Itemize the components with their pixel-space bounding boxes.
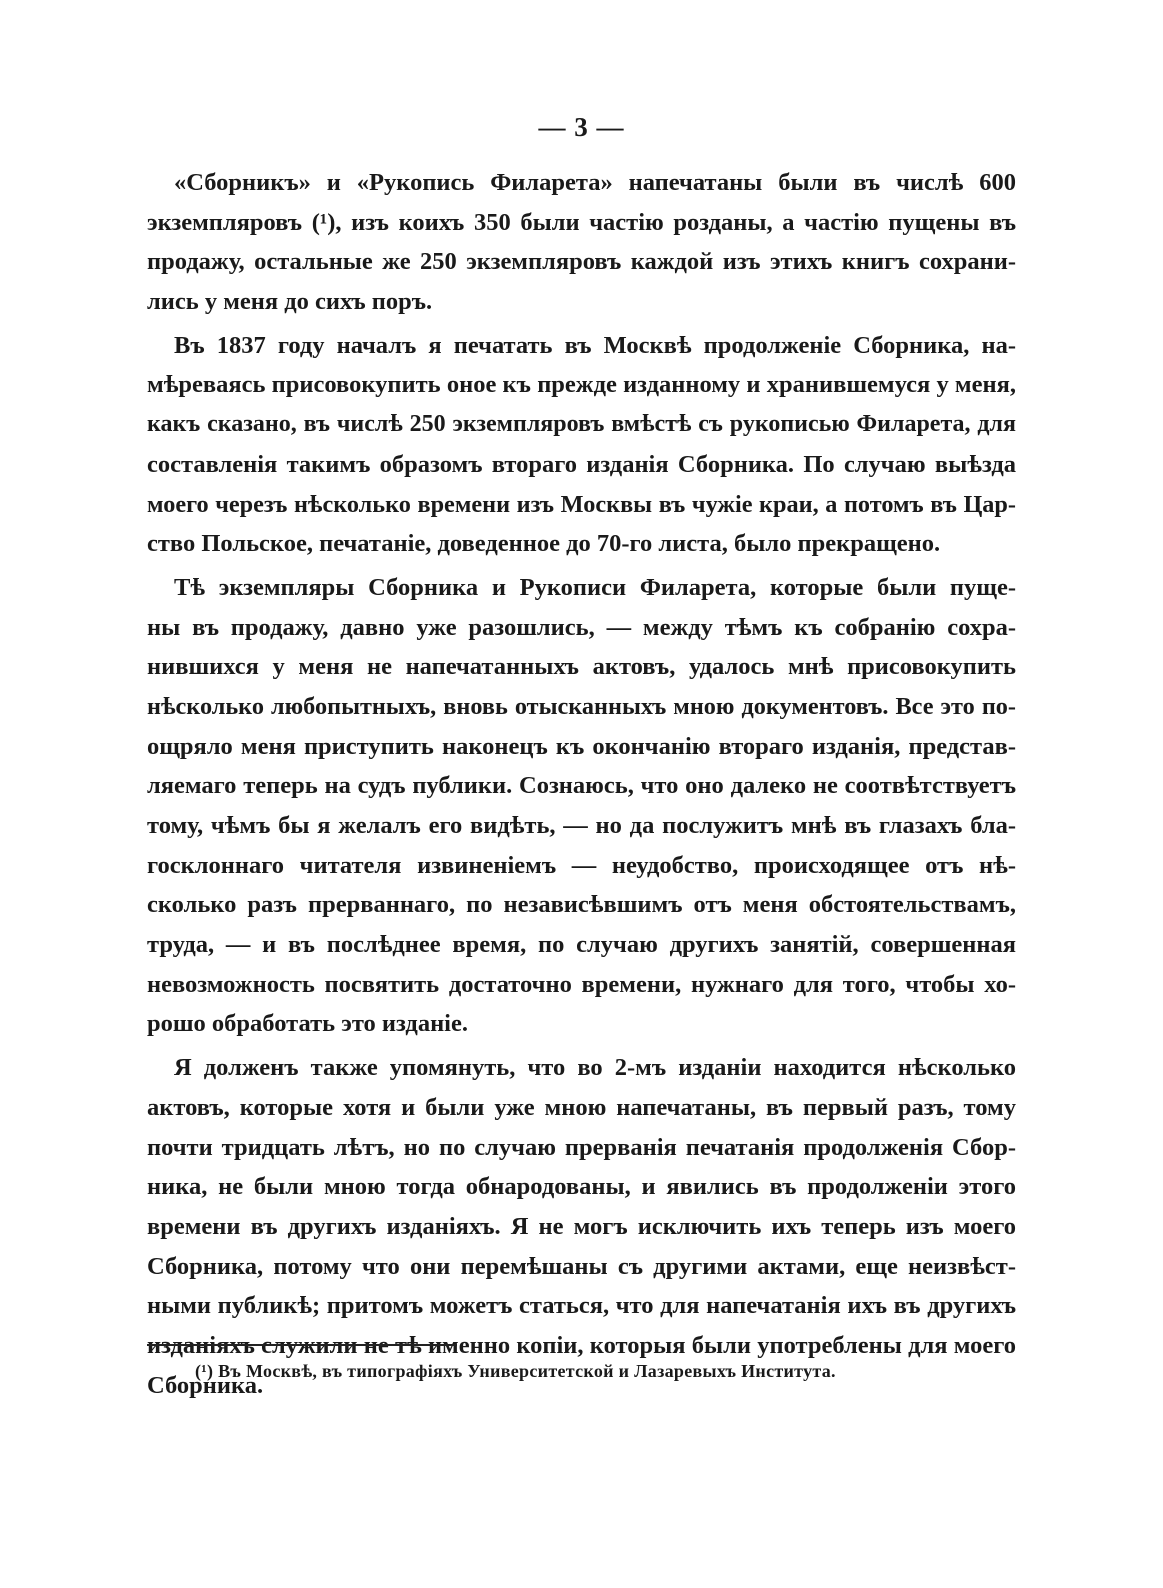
text-line: нѣсколько любопытныхъ, вновь отысканныхъ мною документовъ. Все это по- (147, 692, 1016, 720)
page-number: — 3 — (538, 112, 625, 142)
footnote-divider (147, 1344, 457, 1346)
text-line: ляемаго теперь на судъ публики. Сознаюсь, что оно далеко не соотвѣтствуетъ (147, 772, 1016, 800)
text-line: продажу, остальные же 250 экземпляровъ каждой изъ этихъ книгъ сохрани- (147, 248, 1016, 276)
text-line: Я долженъ также упомянуть, что во 2-мъ изданіи находится нѣсколько (174, 1054, 1016, 1082)
paragraph-2 (147, 326, 1016, 564)
paragraph-4 (147, 1048, 1016, 1405)
text-line: рошо обработать это изданіе. (147, 1010, 468, 1038)
text-line: невозможность посвятить достаточно времени, нужнаго для того, чтобы хо- (147, 970, 1016, 998)
footnote: (¹) Въ Москвѣ, въ типографіяхъ Университетской и Лазаревыхъ Института. (195, 1361, 836, 1381)
text-line: какъ сказано, въ числѣ 250 экземпляровъ вмѣстѣ съ рукописью Филарета, для (147, 411, 1016, 438)
text-line: «Сборникъ» и «Рукопись Филарета» напечатаны были въ числѣ 600 (174, 169, 1016, 196)
text-line: тому, чѣмъ бы я желалъ его видѣть, — но да послужитъ мнѣ въ глазахъ бла- (147, 812, 1016, 839)
text-line: Сборника. (147, 1371, 264, 1399)
body-text (147, 163, 1016, 1409)
text-line: Въ 1837 году началъ я печатать въ Москвѣ продолженіе Сборника, на- (174, 331, 1016, 359)
text-line: актовъ, которые хотя и были уже мною напечатаны, въ первый разъ, тому (147, 1093, 1016, 1121)
paragraph-3 (147, 568, 1016, 1044)
text-line: труда, — и въ послѣднее время, по случаю другихъ занятій, совершенная (147, 931, 1016, 959)
text-line: экземпляровъ (¹), изъ коихъ 350 были частію розданы, а частію пущены въ (147, 208, 1016, 236)
text-line: ны въ продажу, давно уже разошлись, — между тѣмъ къ собранію сохра- (147, 613, 1016, 641)
text-line: почти тридцать лѣтъ, но по случаю прерванія печатанія продолженія Сбор- (147, 1133, 1016, 1161)
text-line: сколько разъ прерваннаго, по независѣвшимъ отъ меня обстоятельствамъ, (147, 891, 1016, 919)
text-line: времени въ другихъ изданіяхъ. Я не могъ исключить ихъ теперь изъ моего (147, 1212, 1016, 1240)
text-line: лись у меня до сихъ поръ. (147, 288, 433, 316)
text-line: Сборника, потому что они перемѣшаны съ другими актами, еще неизвѣст- (147, 1252, 1016, 1280)
paragraph-1 (147, 163, 1016, 322)
text-line: Тѣ экземпляры Сборника и Рукописи Филарета, которые были пуще- (174, 573, 1016, 601)
text-line: ощряло меня приступить наконецъ къ окончанію втораго изданія, представ- (147, 732, 1016, 760)
text-line: нившихся у меня не напечатанныхъ актовъ, удалось мнѣ присовокупить (147, 653, 1016, 681)
text-line: ными публикѣ; притомъ можетъ статься, что для напечатанія ихъ въ другихъ (147, 1292, 1016, 1320)
text-line: ника, не были мною тогда обнародованы, и явились въ продолженіи этого (147, 1173, 1016, 1201)
text-line: ство Польское, печатаніе, доведенное до 70-го листа, было прекращено. (147, 530, 941, 558)
text-line: мѣреваясь присовокупить оное къ прежде изданному и хранившемуся у меня, (147, 371, 1016, 399)
text-line: госклоннаго читателя извиненіемъ — неудобство, происходящее отъ нѣ- (147, 851, 1016, 879)
text-line: составленія такимъ образомъ втораго изданія Сборника. По случаю выѣзда (147, 450, 1016, 478)
text-line: изданіяхъ служили не тѣ именно копіи, которыя были употреблены для моего (147, 1331, 1016, 1359)
text-line: моего черезъ нѣсколько времени изъ Москвы въ чужіе краи, а потомъ въ Цар- (147, 490, 1016, 518)
